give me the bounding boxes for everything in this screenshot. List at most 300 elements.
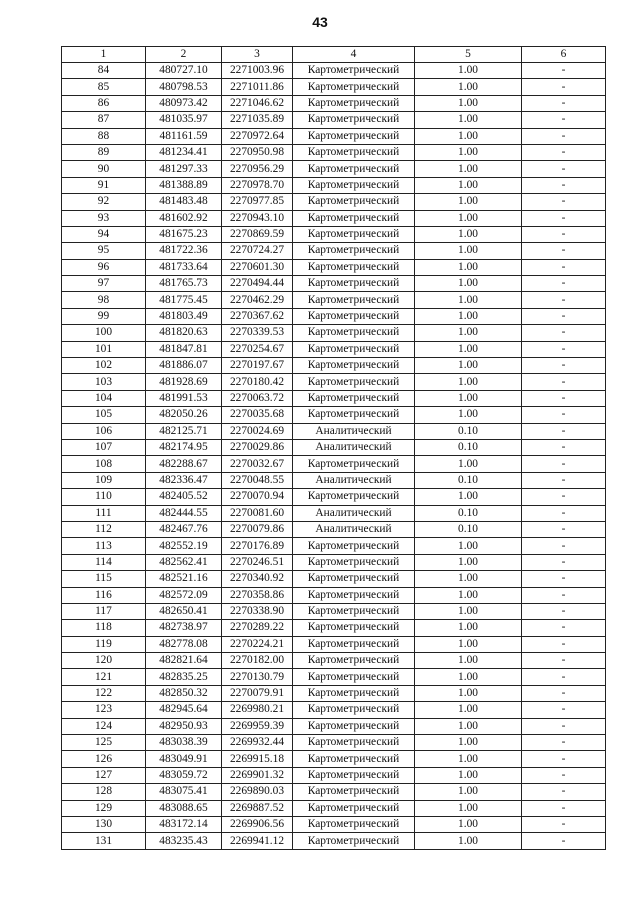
y-coordinate-cell: 2270338.90 [222, 603, 293, 619]
table-row [62, 423, 606, 439]
method-cell: Картометрический [293, 784, 415, 800]
point-number-cell: 127 [62, 767, 146, 783]
note-cell: - [522, 505, 606, 521]
accuracy-cell: 1.00 [415, 554, 522, 570]
point-number-cell: 101 [62, 341, 146, 357]
x-coordinate-cell: 482850.32 [146, 685, 222, 701]
point-number-cell: 84 [62, 63, 146, 79]
point-number-cell: 123 [62, 702, 146, 718]
y-coordinate-cell: 2270063.72 [222, 390, 293, 406]
x-coordinate-cell: 482835.25 [146, 669, 222, 685]
accuracy-cell: 1.00 [415, 407, 522, 423]
accuracy-cell: 1.00 [415, 538, 522, 554]
y-coordinate-cell: 2270079.91 [222, 685, 293, 701]
note-cell: - [522, 784, 606, 800]
accuracy-cell: 1.00 [415, 603, 522, 619]
table-row [62, 521, 606, 537]
note-cell: - [522, 521, 606, 537]
table-row [62, 63, 606, 79]
y-coordinate-cell: 2270254.67 [222, 341, 293, 357]
y-coordinate-cell: 2270869.59 [222, 226, 293, 242]
accuracy-cell: 1.00 [415, 767, 522, 783]
method-cell: Картометрический [293, 685, 415, 701]
table-row [62, 833, 606, 849]
note-cell: - [522, 390, 606, 406]
x-coordinate-cell: 483235.43 [146, 833, 222, 849]
method-cell: Картометрический [293, 112, 415, 128]
note-cell: - [522, 177, 606, 193]
x-coordinate-cell: 483088.65 [146, 800, 222, 816]
note-cell: - [522, 79, 606, 95]
method-cell: Картометрический [293, 653, 415, 669]
accuracy-cell: 0.10 [415, 521, 522, 537]
method-cell: Аналитический [293, 505, 415, 521]
accuracy-cell: 1.00 [415, 161, 522, 177]
point-number-cell: 121 [62, 669, 146, 685]
point-number-cell: 102 [62, 358, 146, 374]
point-number-cell: 124 [62, 718, 146, 734]
point-number-cell: 96 [62, 259, 146, 275]
point-number-cell: 99 [62, 308, 146, 324]
accuracy-cell: 1.00 [415, 128, 522, 144]
table-row [62, 390, 606, 406]
point-number-cell: 109 [62, 472, 146, 488]
note-cell: - [522, 767, 606, 783]
method-cell: Картометрический [293, 669, 415, 685]
method-cell: Аналитический [293, 439, 415, 455]
table-row [62, 276, 606, 292]
point-number-cell: 119 [62, 636, 146, 652]
accuracy-cell: 0.10 [415, 505, 522, 521]
table-row [62, 587, 606, 603]
note-cell: - [522, 292, 606, 308]
table-row [62, 603, 606, 619]
note-cell: - [522, 571, 606, 587]
x-coordinate-cell: 481602.92 [146, 210, 222, 226]
note-cell: - [522, 194, 606, 210]
table-row [62, 226, 606, 242]
method-cell: Картометрический [293, 144, 415, 160]
method-cell: Картометрический [293, 587, 415, 603]
y-coordinate-cell: 2270048.55 [222, 472, 293, 488]
note-cell: - [522, 341, 606, 357]
point-number-cell: 91 [62, 177, 146, 193]
table-row [62, 407, 606, 423]
header-row [62, 47, 606, 63]
accuracy-cell: 1.00 [415, 374, 522, 390]
accuracy-cell: 1.00 [415, 390, 522, 406]
accuracy-cell: 0.10 [415, 423, 522, 439]
y-coordinate-cell: 2270029.86 [222, 439, 293, 455]
accuracy-cell: 1.00 [415, 784, 522, 800]
point-number-cell: 129 [62, 800, 146, 816]
x-coordinate-cell: 481775.45 [146, 292, 222, 308]
method-cell: Картометрический [293, 210, 415, 226]
accuracy-cell: 1.00 [415, 259, 522, 275]
x-coordinate-cell: 482945.64 [146, 702, 222, 718]
x-coordinate-cell: 481161.59 [146, 128, 222, 144]
table-row [62, 620, 606, 636]
y-coordinate-cell: 2270340.92 [222, 571, 293, 587]
x-coordinate-cell: 482444.55 [146, 505, 222, 521]
x-coordinate-cell: 483038.39 [146, 735, 222, 751]
y-coordinate-cell: 2270224.21 [222, 636, 293, 652]
note-cell: - [522, 423, 606, 439]
table-row [62, 554, 606, 570]
method-cell: Картометрический [293, 538, 415, 554]
method-cell: Картометрический [293, 833, 415, 849]
accuracy-cell: 1.00 [415, 669, 522, 685]
method-cell: Картометрический [293, 571, 415, 587]
table-row [62, 702, 606, 718]
table-row [62, 816, 606, 832]
accuracy-cell: 1.00 [415, 702, 522, 718]
accuracy-cell: 0.10 [415, 439, 522, 455]
table-row [62, 784, 606, 800]
note-cell: - [522, 489, 606, 505]
y-coordinate-cell: 2269890.03 [222, 784, 293, 800]
table-row [62, 685, 606, 701]
x-coordinate-cell: 481234.41 [146, 144, 222, 160]
column-header: 4 [293, 47, 415, 63]
table-row [62, 751, 606, 767]
point-number-cell: 120 [62, 653, 146, 669]
x-coordinate-cell: 481820.63 [146, 325, 222, 341]
y-coordinate-cell: 2269932.44 [222, 735, 293, 751]
table-row [62, 144, 606, 160]
note-cell: - [522, 161, 606, 177]
method-cell: Картометрический [293, 226, 415, 242]
point-number-cell: 89 [62, 144, 146, 160]
method-cell: Картометрический [293, 636, 415, 652]
table-row [62, 358, 606, 374]
accuracy-cell: 1.00 [415, 751, 522, 767]
point-number-cell: 107 [62, 439, 146, 455]
x-coordinate-cell: 482738.97 [146, 620, 222, 636]
method-cell: Картометрический [293, 161, 415, 177]
point-number-cell: 92 [62, 194, 146, 210]
x-coordinate-cell: 481035.97 [146, 112, 222, 128]
method-cell: Картометрический [293, 390, 415, 406]
method-cell: Картометрический [293, 407, 415, 423]
x-coordinate-cell: 482336.47 [146, 472, 222, 488]
method-cell: Аналитический [293, 521, 415, 537]
accuracy-cell: 1.00 [415, 177, 522, 193]
method-cell: Картометрический [293, 816, 415, 832]
accuracy-cell: 1.00 [415, 243, 522, 259]
point-number-cell: 97 [62, 276, 146, 292]
table-row [62, 718, 606, 734]
method-cell: Картометрический [293, 735, 415, 751]
x-coordinate-cell: 482125.71 [146, 423, 222, 439]
point-number-cell: 110 [62, 489, 146, 505]
y-coordinate-cell: 2270176.89 [222, 538, 293, 554]
point-number-cell: 106 [62, 423, 146, 439]
point-number-cell: 103 [62, 374, 146, 390]
note-cell: - [522, 439, 606, 455]
x-coordinate-cell: 481991.53 [146, 390, 222, 406]
point-number-cell: 118 [62, 620, 146, 636]
point-number-cell: 117 [62, 603, 146, 619]
x-coordinate-cell: 481722.36 [146, 243, 222, 259]
x-coordinate-cell: 483075.41 [146, 784, 222, 800]
method-cell: Картометрический [293, 243, 415, 259]
x-coordinate-cell: 482778.08 [146, 636, 222, 652]
note-cell: - [522, 669, 606, 685]
accuracy-cell: 1.00 [415, 63, 522, 79]
y-coordinate-cell: 2269941.12 [222, 833, 293, 849]
point-number-cell: 114 [62, 554, 146, 570]
method-cell: Картометрический [293, 358, 415, 374]
point-number-cell: 87 [62, 112, 146, 128]
table-row [62, 571, 606, 587]
x-coordinate-cell: 482467.76 [146, 521, 222, 537]
accuracy-cell: 1.00 [415, 358, 522, 374]
note-cell: - [522, 210, 606, 226]
method-cell: Картометрический [293, 456, 415, 472]
note-cell: - [522, 833, 606, 849]
method-cell: Картометрический [293, 800, 415, 816]
x-coordinate-cell: 481886.07 [146, 358, 222, 374]
accuracy-cell: 1.00 [415, 735, 522, 751]
point-number-cell: 116 [62, 587, 146, 603]
method-cell: Картометрический [293, 95, 415, 111]
note-cell: - [522, 259, 606, 275]
y-coordinate-cell: 2271011.86 [222, 79, 293, 95]
x-coordinate-cell: 482405.52 [146, 489, 222, 505]
y-coordinate-cell: 2270601.30 [222, 259, 293, 275]
method-cell: Картометрический [293, 489, 415, 505]
point-number-cell: 93 [62, 210, 146, 226]
x-coordinate-cell: 481483.48 [146, 194, 222, 210]
method-cell: Аналитический [293, 472, 415, 488]
note-cell: - [522, 702, 606, 718]
accuracy-cell: 1.00 [415, 79, 522, 95]
note-cell: - [522, 653, 606, 669]
accuracy-cell: 1.00 [415, 718, 522, 734]
point-number-cell: 98 [62, 292, 146, 308]
accuracy-cell: 1.00 [415, 226, 522, 242]
note-cell: - [522, 800, 606, 816]
note-cell: - [522, 472, 606, 488]
x-coordinate-cell: 481765.73 [146, 276, 222, 292]
y-coordinate-cell: 2271003.96 [222, 63, 293, 79]
x-coordinate-cell: 481847.81 [146, 341, 222, 357]
method-cell: Картометрический [293, 128, 415, 144]
point-number-cell: 104 [62, 390, 146, 406]
point-number-cell: 131 [62, 833, 146, 849]
note-cell: - [522, 816, 606, 832]
x-coordinate-cell: 482572.09 [146, 587, 222, 603]
accuracy-cell: 1.00 [415, 587, 522, 603]
x-coordinate-cell: 482521.16 [146, 571, 222, 587]
y-coordinate-cell: 2270070.94 [222, 489, 293, 505]
note-cell: - [522, 554, 606, 570]
note-cell: - [522, 603, 606, 619]
note-cell: - [522, 112, 606, 128]
accuracy-cell: 1.00 [415, 276, 522, 292]
method-cell: Картометрический [293, 308, 415, 324]
y-coordinate-cell: 2270977.85 [222, 194, 293, 210]
accuracy-cell: 1.00 [415, 833, 522, 849]
table-row [62, 505, 606, 521]
note-cell: - [522, 538, 606, 554]
x-coordinate-cell: 481388.89 [146, 177, 222, 193]
point-number-cell: 94 [62, 226, 146, 242]
note-cell: - [522, 128, 606, 144]
table-row [62, 653, 606, 669]
y-coordinate-cell: 2269959.39 [222, 718, 293, 734]
y-coordinate-cell: 2270197.67 [222, 358, 293, 374]
method-cell: Картометрический [293, 718, 415, 734]
accuracy-cell: 1.00 [415, 685, 522, 701]
y-coordinate-cell: 2271046.62 [222, 95, 293, 111]
table-row [62, 735, 606, 751]
y-coordinate-cell: 2270978.70 [222, 177, 293, 193]
point-number-cell: 122 [62, 685, 146, 701]
y-coordinate-cell: 2270289.22 [222, 620, 293, 636]
method-cell: Картометрический [293, 194, 415, 210]
y-coordinate-cell: 2269980.21 [222, 702, 293, 718]
table-row [62, 800, 606, 816]
x-coordinate-cell: 482288.67 [146, 456, 222, 472]
column-header: 2 [146, 47, 222, 63]
method-cell: Картометрический [293, 341, 415, 357]
accuracy-cell: 1.00 [415, 620, 522, 636]
y-coordinate-cell: 2270180.42 [222, 374, 293, 390]
x-coordinate-cell: 483059.72 [146, 767, 222, 783]
table-row [62, 472, 606, 488]
method-cell: Аналитический [293, 423, 415, 439]
point-number-cell: 90 [62, 161, 146, 177]
accuracy-cell: 1.00 [415, 456, 522, 472]
method-cell: Картометрический [293, 554, 415, 570]
accuracy-cell: 1.00 [415, 653, 522, 669]
x-coordinate-cell: 483049.91 [146, 751, 222, 767]
method-cell: Картометрический [293, 177, 415, 193]
accuracy-cell: 1.00 [415, 816, 522, 832]
y-coordinate-cell: 2270182.00 [222, 653, 293, 669]
accuracy-cell: 1.00 [415, 210, 522, 226]
x-coordinate-cell: 482050.26 [146, 407, 222, 423]
note-cell: - [522, 685, 606, 701]
page-number: 43 [312, 14, 328, 30]
accuracy-cell: 1.00 [415, 112, 522, 128]
point-number-cell: 86 [62, 95, 146, 111]
y-coordinate-cell: 2270081.60 [222, 505, 293, 521]
table-row [62, 489, 606, 505]
table-row [62, 128, 606, 144]
y-coordinate-cell: 2270972.64 [222, 128, 293, 144]
x-coordinate-cell: 482650.41 [146, 603, 222, 619]
x-coordinate-cell: 481733.64 [146, 259, 222, 275]
point-number-cell: 105 [62, 407, 146, 423]
x-coordinate-cell: 480798.53 [146, 79, 222, 95]
column-header: 6 [522, 47, 606, 63]
note-cell: - [522, 735, 606, 751]
note-cell: - [522, 63, 606, 79]
method-cell: Картометрический [293, 374, 415, 390]
note-cell: - [522, 620, 606, 636]
accuracy-cell: 1.00 [415, 571, 522, 587]
x-coordinate-cell: 481928.69 [146, 374, 222, 390]
note-cell: - [522, 276, 606, 292]
y-coordinate-cell: 2270035.68 [222, 407, 293, 423]
point-number-cell: 130 [62, 816, 146, 832]
y-coordinate-cell: 2269906.56 [222, 816, 293, 832]
table-row [62, 636, 606, 652]
table-row [62, 161, 606, 177]
y-coordinate-cell: 2270079.86 [222, 521, 293, 537]
table-row [62, 308, 606, 324]
y-coordinate-cell: 2269901.32 [222, 767, 293, 783]
note-cell: - [522, 243, 606, 259]
x-coordinate-cell: 481675.23 [146, 226, 222, 242]
accuracy-cell: 1.00 [415, 325, 522, 341]
method-cell: Картометрический [293, 702, 415, 718]
method-cell: Картометрический [293, 767, 415, 783]
x-coordinate-cell: 482174.95 [146, 439, 222, 455]
note-cell: - [522, 636, 606, 652]
x-coordinate-cell: 483172.14 [146, 816, 222, 832]
point-number-cell: 111 [62, 505, 146, 521]
accuracy-cell: 1.00 [415, 341, 522, 357]
point-number-cell: 100 [62, 325, 146, 341]
y-coordinate-cell: 2270494.44 [222, 276, 293, 292]
y-coordinate-cell: 2269915.18 [222, 751, 293, 767]
y-coordinate-cell: 2270943.10 [222, 210, 293, 226]
x-coordinate-cell: 482552.19 [146, 538, 222, 554]
x-coordinate-cell: 481297.33 [146, 161, 222, 177]
x-coordinate-cell: 482562.41 [146, 554, 222, 570]
table-row [62, 112, 606, 128]
point-number-cell: 108 [62, 456, 146, 472]
accuracy-cell: 0.10 [415, 472, 522, 488]
note-cell: - [522, 325, 606, 341]
point-number-cell: 125 [62, 735, 146, 751]
accuracy-cell: 1.00 [415, 292, 522, 308]
note-cell: - [522, 308, 606, 324]
note-cell: - [522, 456, 606, 472]
accuracy-cell: 1.00 [415, 194, 522, 210]
accuracy-cell: 1.00 [415, 308, 522, 324]
method-cell: Картометрический [293, 292, 415, 308]
table-row [62, 439, 606, 455]
column-header: 3 [222, 47, 293, 63]
table-row [62, 538, 606, 554]
table-body [62, 63, 606, 850]
y-coordinate-cell: 2271035.89 [222, 112, 293, 128]
method-cell: Картометрический [293, 79, 415, 95]
note-cell: - [522, 374, 606, 390]
table-row [62, 292, 606, 308]
note-cell: - [522, 226, 606, 242]
point-number-cell: 115 [62, 571, 146, 587]
table-header [62, 47, 606, 63]
y-coordinate-cell: 2269887.52 [222, 800, 293, 816]
y-coordinate-cell: 2270032.67 [222, 456, 293, 472]
table-row [62, 210, 606, 226]
method-cell: Картометрический [293, 603, 415, 619]
table-row [62, 374, 606, 390]
point-number-cell: 88 [62, 128, 146, 144]
accuracy-cell: 1.00 [415, 144, 522, 160]
y-coordinate-cell: 2270339.53 [222, 325, 293, 341]
table-row [62, 95, 606, 111]
table-row [62, 325, 606, 341]
x-coordinate-cell: 480727.10 [146, 63, 222, 79]
y-coordinate-cell: 2270024.69 [222, 423, 293, 439]
